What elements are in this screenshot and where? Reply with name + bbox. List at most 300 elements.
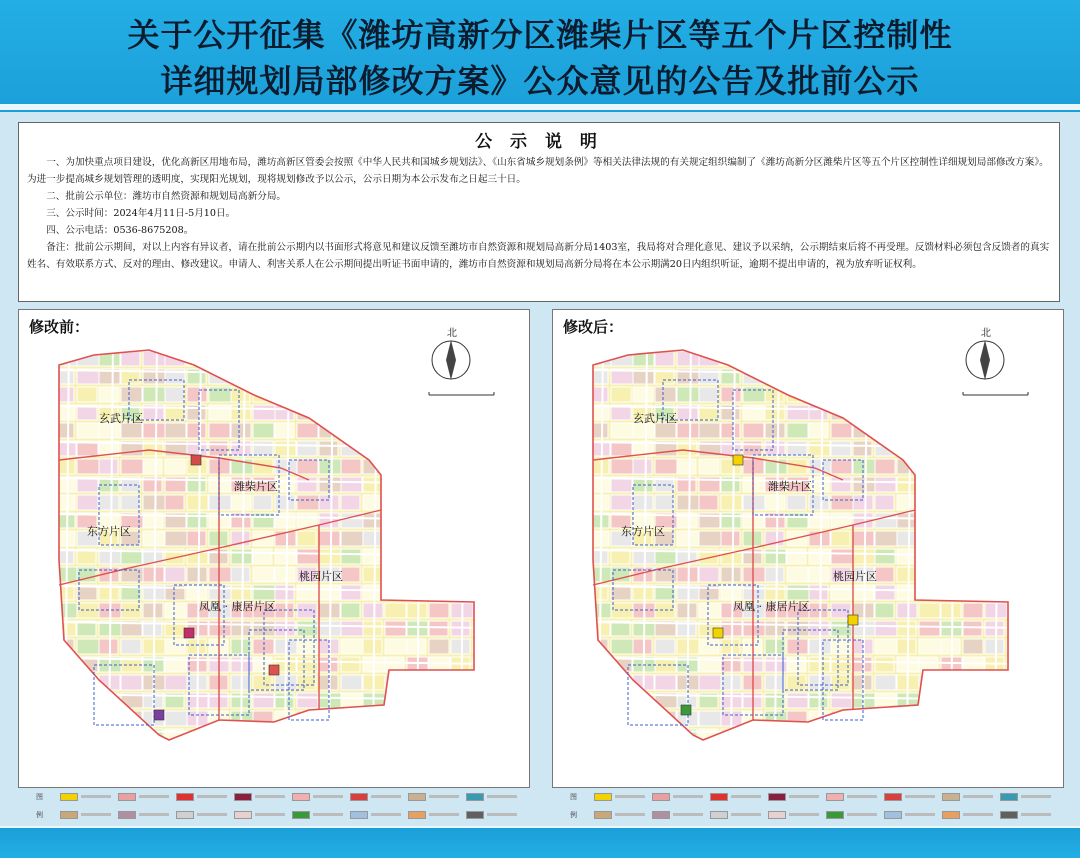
- land-parcel: [429, 549, 450, 564]
- north-arrow-icon: [432, 327, 470, 380]
- land-parcel: [231, 621, 251, 636]
- land-parcel: [1007, 513, 1027, 528]
- land-parcel: [743, 387, 765, 402]
- land-parcel: [765, 549, 786, 564]
- land-parcel: [341, 423, 360, 438]
- land-parcel: [633, 459, 652, 474]
- land-parcel: [1007, 459, 1028, 474]
- land-parcel: [407, 603, 427, 618]
- land-parcel: [55, 711, 77, 726]
- land-parcel: [231, 369, 252, 384]
- north-label: 北: [447, 328, 457, 339]
- land-parcel: [253, 549, 272, 564]
- land-parcel: [963, 639, 983, 654]
- legend-text: [139, 813, 169, 816]
- land-parcel: [1007, 423, 1027, 438]
- land-parcel: [121, 423, 142, 438]
- land-parcel: [787, 369, 809, 384]
- land-parcel: [121, 495, 140, 510]
- land-parcel: [809, 495, 829, 510]
- land-parcel: [429, 477, 448, 492]
- land-parcel: [875, 423, 894, 438]
- land-parcel: [853, 711, 872, 726]
- land-parcel: [319, 657, 338, 672]
- legend-item: [234, 810, 285, 819]
- land-parcel: [407, 351, 426, 366]
- legend-text: [673, 813, 703, 816]
- land-parcel: [429, 441, 450, 456]
- land-parcel: [787, 567, 808, 582]
- land-parcel: [297, 369, 317, 384]
- land-parcel: [55, 531, 75, 546]
- legend-text: [371, 795, 401, 798]
- land-parcel: [787, 423, 808, 438]
- land-parcel: [297, 693, 318, 708]
- land-parcel: [721, 495, 742, 510]
- land-parcel: [655, 675, 676, 690]
- land-parcel: [253, 369, 275, 384]
- land-parcel: [165, 675, 187, 690]
- land-parcel: [407, 441, 427, 456]
- land-parcel: [963, 711, 982, 726]
- land-parcel: [473, 531, 494, 546]
- land-parcel: [165, 567, 185, 582]
- land-parcel: [655, 639, 675, 654]
- legend-text: [615, 795, 645, 798]
- land-parcel: [765, 585, 785, 600]
- land-parcel: [941, 423, 963, 438]
- land-parcel: [941, 477, 961, 492]
- modified-parcel: [681, 705, 691, 715]
- legend-text: [429, 795, 459, 798]
- legend-item: [60, 792, 111, 801]
- land-parcel: [385, 621, 406, 636]
- legend-swatch: [652, 793, 670, 801]
- land-parcel: [451, 585, 471, 600]
- land-parcel: [473, 729, 493, 744]
- land-parcel: [765, 621, 785, 636]
- land-parcel: [341, 639, 363, 654]
- legend-item: [408, 810, 459, 819]
- land-parcel: [407, 711, 426, 726]
- land-parcel: [451, 531, 471, 546]
- legend-item: [1000, 792, 1051, 801]
- land-parcel: [743, 567, 765, 582]
- footer-banner: [0, 828, 1080, 858]
- land-parcel: [633, 639, 652, 654]
- land-parcel: [451, 693, 473, 708]
- district-label: 玄武片区: [99, 412, 143, 425]
- land-parcel: [253, 639, 274, 654]
- district-label: 凤凰 · 康居片区: [733, 600, 810, 613]
- legend-swatch: [710, 793, 728, 801]
- land-parcel: [407, 639, 426, 654]
- legend-item: [768, 810, 819, 819]
- land-parcel: [77, 729, 98, 744]
- north-arrow-icon: [966, 327, 1004, 380]
- land-parcel: [853, 729, 874, 744]
- land-parcel: [297, 423, 318, 438]
- land-parcel: [407, 513, 427, 528]
- land-parcel: [363, 639, 382, 654]
- land-parcel: [121, 459, 143, 474]
- land-parcel: [363, 387, 384, 402]
- land-parcel: [677, 351, 699, 366]
- land-parcel: [77, 639, 99, 654]
- land-parcel: [385, 459, 405, 474]
- legend-label-top: 图: [570, 793, 577, 801]
- road: [417, 340, 421, 750]
- legend-swatch: [292, 811, 310, 819]
- land-parcel: [429, 621, 448, 636]
- land-parcel: [319, 423, 340, 438]
- land-parcel: [655, 423, 676, 438]
- land-parcel: [451, 405, 471, 420]
- land-parcel: [77, 495, 98, 510]
- land-parcel: [253, 729, 275, 744]
- legend-swatch: [768, 793, 786, 801]
- page-title-line-2: 详细规划局部修改方案》公众意见的公告及批前公示: [160, 62, 920, 100]
- map-after: [553, 310, 1063, 787]
- land-parcel: [941, 693, 962, 708]
- land-parcel: [919, 351, 941, 366]
- land-parcel: [897, 513, 917, 528]
- land-parcel: [941, 387, 960, 402]
- land-parcel: [721, 387, 741, 402]
- legend-swatch: [466, 793, 484, 801]
- legend-text: [255, 795, 285, 798]
- land-parcel: [589, 675, 609, 690]
- legend-item: [118, 810, 169, 819]
- land-parcel: [55, 495, 75, 510]
- land-parcel: [765, 441, 785, 456]
- land-parcel: [187, 531, 206, 546]
- land-parcel: [589, 531, 609, 546]
- land-parcel: [407, 531, 426, 546]
- land-parcel: [473, 513, 493, 528]
- legend-item: [652, 810, 703, 819]
- land-parcel: [231, 351, 250, 366]
- land-parcel: [853, 405, 874, 420]
- land-parcel: [77, 693, 98, 708]
- land-parcel: [429, 711, 448, 726]
- land-parcel: [407, 495, 429, 510]
- land-parcel: [611, 423, 633, 438]
- land-parcel: [385, 603, 406, 618]
- land-parcel: [809, 387, 830, 402]
- land-parcel: [341, 585, 361, 600]
- legend-item: [292, 792, 343, 801]
- land-parcel: [875, 405, 897, 420]
- land-parcel: [1007, 585, 1028, 600]
- legend-item: [594, 810, 645, 819]
- land-parcel: [941, 531, 960, 546]
- land-parcel: [319, 477, 341, 492]
- land-parcel: [787, 495, 806, 510]
- land-parcel: [341, 675, 362, 690]
- legend-item: [60, 810, 111, 819]
- land-parcel: [451, 513, 473, 528]
- land-parcel: [699, 603, 721, 618]
- district-label: 潍柴片区: [768, 480, 812, 493]
- land-parcel: [385, 477, 406, 492]
- land-parcel: [853, 531, 874, 546]
- legend-text: [1021, 795, 1051, 798]
- legend-swatch: [768, 811, 786, 819]
- land-parcel: [99, 459, 118, 474]
- legend-swatch: [652, 811, 670, 819]
- land-parcel: [897, 639, 916, 654]
- land-parcel: [919, 585, 939, 600]
- land-parcel: [341, 477, 362, 492]
- modified-parcel: [733, 455, 743, 465]
- land-parcel: [919, 459, 939, 474]
- land-parcel: [831, 639, 852, 654]
- land-parcel: [363, 441, 385, 456]
- land-parcel: [963, 693, 983, 708]
- land-parcel: [473, 369, 494, 384]
- land-parcel: [385, 351, 407, 366]
- legend-text: [139, 795, 169, 798]
- land-parcel: [385, 729, 405, 744]
- legend-text: [905, 795, 935, 798]
- legend-text: [963, 813, 993, 816]
- land-parcel: [875, 459, 895, 474]
- land-parcel: [919, 405, 940, 420]
- map-before-label: 修改前：: [29, 318, 90, 336]
- land-parcel: [143, 351, 165, 366]
- page-title-line-1: 关于公开征集《潍坊高新分区潍柴片区等五个片区控制性: [127, 16, 953, 54]
- land-parcel: [473, 657, 493, 672]
- land-parcel: [297, 351, 317, 366]
- land-parcel: [77, 459, 99, 474]
- land-parcel: [473, 621, 493, 636]
- legend-text: [313, 795, 343, 798]
- legend-item: [350, 810, 401, 819]
- land-parcel: [765, 675, 784, 690]
- legend-swatch: [176, 811, 194, 819]
- land-parcel: [985, 495, 1004, 510]
- land-parcel: [721, 423, 740, 438]
- land-parcel: [875, 693, 897, 708]
- land-parcel: [941, 729, 962, 744]
- land-parcel: [253, 495, 272, 510]
- legend-item: [466, 792, 517, 801]
- land-parcel: [963, 729, 982, 744]
- land-parcel: [897, 441, 919, 456]
- land-parcel: [897, 603, 917, 618]
- land-parcel: [633, 729, 653, 744]
- land-parcel: [55, 459, 75, 474]
- land-parcel: [121, 729, 141, 744]
- legend-text: [731, 813, 761, 816]
- land-use-blocks: [49, 340, 495, 750]
- land-parcel: [919, 693, 938, 708]
- land-parcel: [55, 675, 75, 690]
- land-parcel: [473, 351, 492, 366]
- legend-text: [197, 795, 227, 798]
- land-parcel: [451, 639, 470, 654]
- land-parcel: [853, 387, 873, 402]
- land-parcel: [831, 675, 850, 690]
- land-parcel: [209, 351, 231, 366]
- land-parcel: [611, 675, 632, 690]
- land-parcel: [875, 549, 895, 564]
- land-parcel: [765, 351, 784, 366]
- modified-parcel: [713, 628, 723, 638]
- land-parcel: [699, 639, 719, 654]
- legend-text: [615, 813, 645, 816]
- land-parcel: [297, 495, 319, 510]
- land-parcel: [231, 441, 251, 456]
- legend-item: [768, 792, 819, 801]
- land-parcel: [473, 603, 493, 618]
- land-parcel: [919, 567, 938, 582]
- land-parcel: [875, 351, 897, 366]
- land-parcel: [121, 387, 142, 402]
- land-parcel: [897, 549, 916, 564]
- legend-text: [81, 795, 111, 798]
- land-parcel: [473, 441, 493, 456]
- land-parcel: [275, 423, 294, 438]
- land-parcel: [589, 657, 611, 672]
- land-parcel: [407, 693, 428, 708]
- land-parcel: [941, 711, 960, 726]
- north-label: 北: [981, 328, 991, 339]
- legend-item: [884, 792, 935, 801]
- land-parcel: [77, 387, 97, 402]
- land-parcel: [99, 711, 119, 726]
- land-parcel: [429, 693, 449, 708]
- land-parcel: [1007, 531, 1028, 546]
- land-parcel: [963, 585, 982, 600]
- legend-item: [594, 792, 645, 801]
- land-parcel: [363, 711, 382, 726]
- land-parcel: [699, 423, 720, 438]
- land-parcel: [165, 495, 184, 510]
- land-parcel: [231, 423, 251, 438]
- land-parcel: [809, 729, 828, 744]
- land-parcel: [831, 729, 851, 744]
- land-parcel: [765, 729, 786, 744]
- land-parcel: [253, 693, 274, 708]
- notice-box: [18, 122, 1060, 302]
- land-parcel: [341, 549, 361, 564]
- land-parcel: [941, 495, 963, 510]
- land-parcel: [853, 459, 875, 474]
- land-parcel: [611, 693, 632, 708]
- land-parcel: [165, 603, 187, 618]
- land-parcel: [985, 693, 1007, 708]
- land-parcel: [655, 459, 677, 474]
- land-parcel: [809, 567, 829, 582]
- land-parcel: [787, 675, 806, 690]
- land-parcel: [985, 585, 1005, 600]
- land-parcel: [655, 387, 676, 402]
- land-parcel: [1007, 639, 1029, 654]
- land-parcel: [473, 675, 492, 690]
- land-parcel: [253, 423, 274, 438]
- legend-swatch: [350, 793, 368, 801]
- road: [461, 340, 465, 750]
- land-parcel: [297, 675, 316, 690]
- land-parcel: [165, 639, 185, 654]
- land-parcel: [451, 459, 470, 474]
- land-parcel: [1007, 369, 1028, 384]
- road: [583, 730, 1023, 736]
- land-parcel: [55, 423, 74, 438]
- land-parcel: [919, 423, 940, 438]
- legend-after: [552, 790, 1062, 822]
- land-parcel: [363, 459, 383, 474]
- legend-swatch: [466, 811, 484, 819]
- land-parcel: [831, 387, 853, 402]
- land-parcel: [963, 423, 985, 438]
- legend-item: [408, 792, 459, 801]
- land-parcel: [875, 639, 897, 654]
- land-parcel: [187, 423, 206, 438]
- legend-item: [710, 792, 761, 801]
- land-parcel: [985, 675, 1006, 690]
- land-parcel: [165, 531, 187, 546]
- land-parcel: [897, 423, 919, 438]
- land-parcel: [853, 441, 872, 456]
- land-parcel: [831, 585, 852, 600]
- land-parcel: [853, 657, 872, 672]
- land-parcel: [633, 495, 653, 510]
- land-parcel: [743, 495, 765, 510]
- modified-parcel: [154, 710, 164, 720]
- land-parcel: [611, 459, 633, 474]
- land-parcel: [341, 603, 360, 618]
- land-parcel: [187, 567, 207, 582]
- land-parcel: [1007, 675, 1026, 690]
- road: [49, 730, 489, 736]
- land-parcel: [787, 585, 809, 600]
- land-parcel: [99, 423, 121, 438]
- legend-swatch: [234, 793, 252, 801]
- land-parcel: [473, 423, 493, 438]
- legend-swatch: [1000, 811, 1018, 819]
- district-label: 东方片区: [621, 525, 665, 538]
- land-parcel: [385, 513, 406, 528]
- land-parcel: [363, 513, 383, 528]
- district-label: 凤凰 · 康居片区: [199, 600, 276, 613]
- land-parcel: [677, 603, 697, 618]
- land-parcel: [875, 531, 897, 546]
- land-parcel: [765, 405, 785, 420]
- land-parcel: [99, 729, 119, 744]
- land-parcel: [99, 387, 119, 402]
- district-label: 玄武片区: [633, 412, 677, 425]
- land-parcel: [363, 729, 385, 744]
- land-parcel: [809, 585, 828, 600]
- legend-swatch: [710, 811, 728, 819]
- land-parcel: [275, 567, 295, 582]
- legend-label-top: 图: [36, 793, 43, 801]
- land-parcel: [363, 405, 384, 420]
- land-parcel: [275, 495, 295, 510]
- legend-swatch: [60, 793, 78, 801]
- land-parcel: [429, 675, 451, 690]
- land-parcel: [275, 351, 295, 366]
- land-parcel: [275, 369, 297, 384]
- land-parcel: [473, 711, 492, 726]
- land-parcel: [297, 585, 318, 600]
- land-parcel: [809, 351, 829, 366]
- legend-item: [826, 792, 877, 801]
- land-parcel: [831, 549, 853, 564]
